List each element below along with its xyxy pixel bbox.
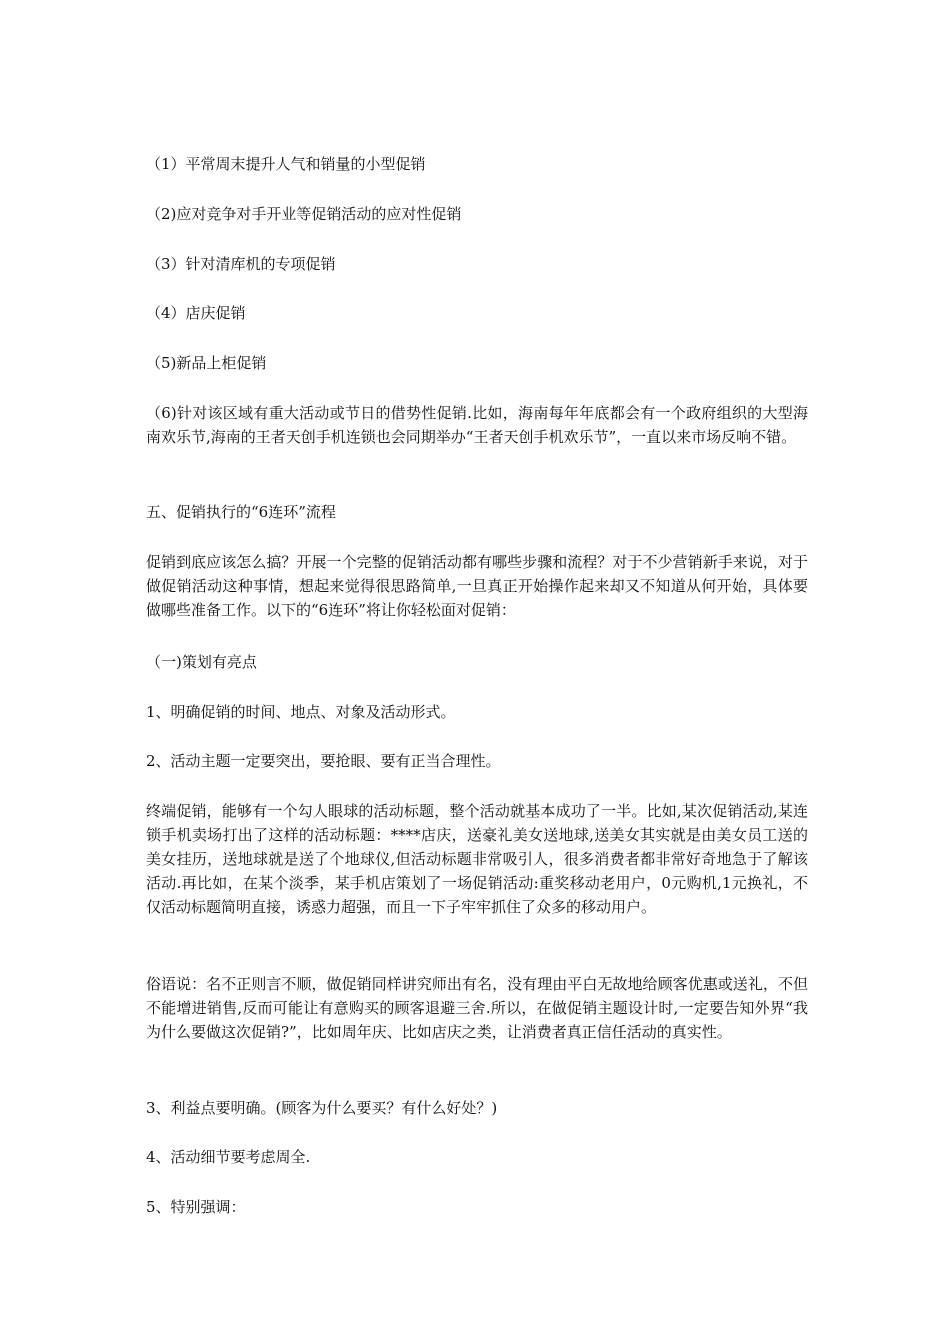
subsection-heading-1: （一)策划有亮点 [146,653,257,671]
intro-paragraph: 促销到底应该怎么搞？开展一个完整的促销活动都有哪些步骤和流程？对于不少营销新手来说，对于做促销活动这种事情，想起来觉得很思路简单,一旦真正开始操作起来却又不知道从何开始，具体要做哪些准备工作。以下的“6连环”将让你轻松面对促销： [146,553,808,619]
list-item-2: （2)应对竞争对手开业等促销活动的应对性促销 [146,205,462,223]
point-5: 5、特别强调： [146,1198,246,1216]
point-3: 3、利益点要明确。(顾客为什么要买？有什么好处？) [146,1099,498,1117]
point-4: 4、活动细节要考虑周全. [146,1148,311,1166]
point-1: 1、明确促销的时间、地点、对象及活动形式。 [146,703,456,721]
list-item-5: （5)新品上柜促销 [146,354,267,372]
proverb-paragraph: 俗语说：名不正则言不顺，做促销同样讲究师出有名，没有理由平白无故地给顾客优惠或送礼，不但不能增进销售,反而可能让有意购买的顾客退避三舍.所以，在做促销主题设计时,一定要告知外界“我为什么要做这次促销?”，比如周年庆、比如店庆之类，让消费者真正信任活动的真实性。 [146,975,808,1041]
list-item-3: （3）针对清库机的专项促销 [146,255,336,273]
list-item-6: （6)针对该区域有重大活动或节日的借势性促销.比如，海南每年年底都会有一个政府组织的大型海南欢乐节,海南的王者天创手机连锁也会同期举办“王者天创手机欢乐节”，一直以来市场反响不错。 [146,404,808,446]
section-heading-5: 五、促销执行的“6连环”流程 [146,503,336,521]
list-item-1: （1）平常周末提升人气和销量的小型促销 [146,155,426,173]
example-paragraph: 终端促销，能够有一个勾人眼球的活动标题，整个活动就基本成功了一半。比如,某次促销活动,某连锁手机卖场打出了这样的活动标题：****店庆，送豪礼美女送地球,送美女其实就是由美女员工送的美女挂历，送地球就是送了个地球仪,但活动标题非常吸引人，很多消费者都非常好奇地急于了解该活动.再比如，在某个淡季，某手机店策划了一场促销活动:重奖移动老用户，0元购机,1元换礼，不仅活动标题简明直接，诱惑力超强，而且一下子牢牢抓住了众多的移动用户。 [146,802,808,916]
list-item-4: （4）店庆促销 [146,304,246,322]
point-2: 2、活动主题一定要突出，要抢眼、要有正当合理性。 [146,752,501,770]
